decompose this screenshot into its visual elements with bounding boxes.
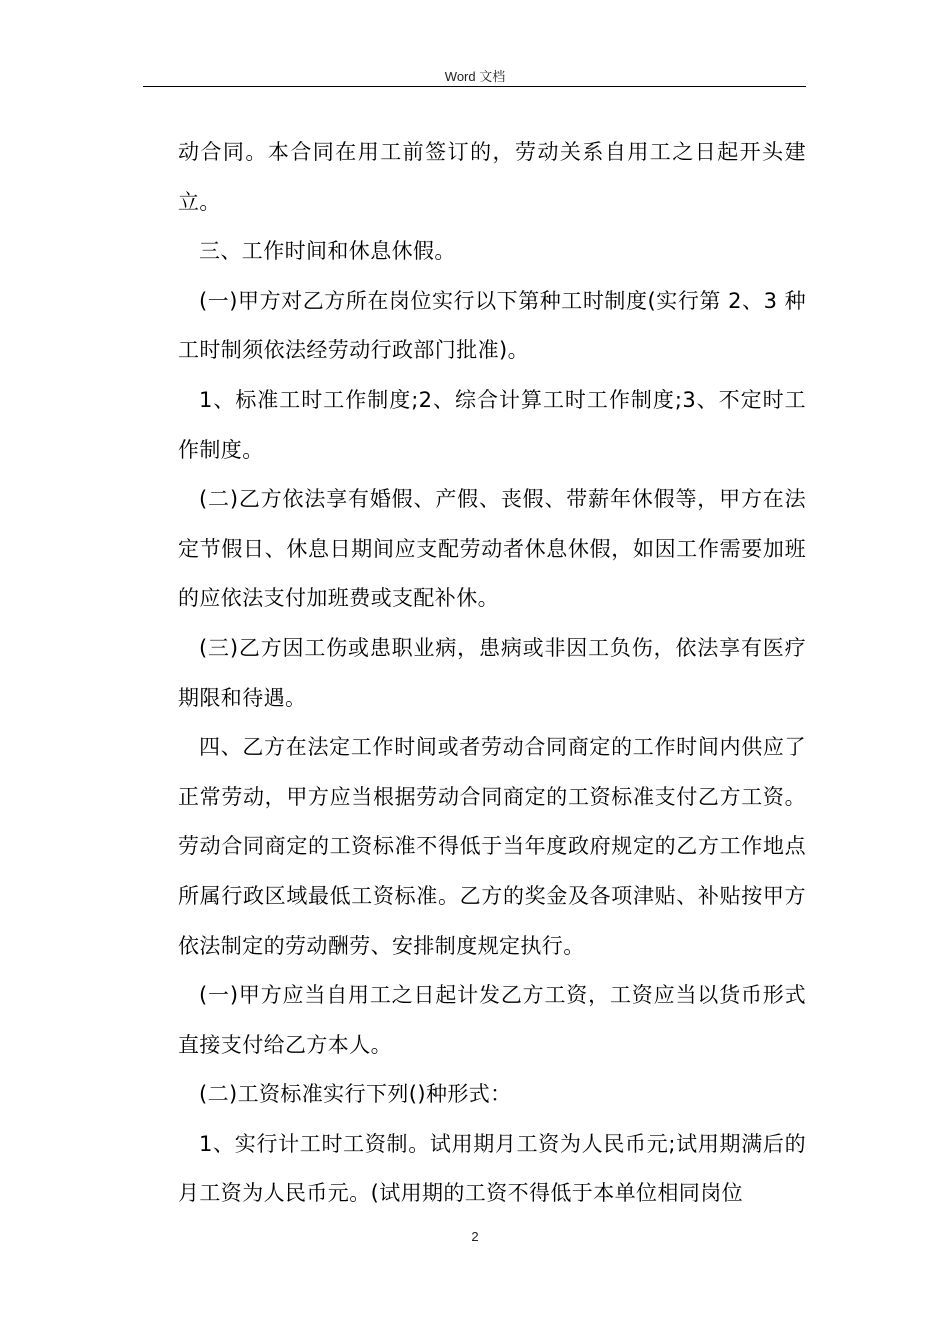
header-divider [143, 86, 806, 87]
page-header: Word 文档 [444, 69, 506, 84]
paragraph: (三)乙方因工伤或患职业病，患病或非因工负伤，依法享有医疗期限和待遇。 [178, 635, 806, 710]
paragraph: (一)甲方对乙方所在岗位实行以下第种工时制度(实行第 2、3 种工时制须依法经劳动行政部门批准)。 [178, 288, 806, 363]
paragraph: (二)乙方依法享有婚假、产假、丧假、带薪年休假等，甲方在法定节假日、休息日期间应支配劳动者休息休假，如因工作需要加班的应依法支付加班费或支配补休。 [178, 487, 806, 611]
paragraph: 1、标准工时工作制度;2、综合计算工时工作制度;3、不定时工作制度。 [178, 387, 806, 462]
paragraph: (一)甲方应当自用工之日起计发乙方工资，工资应当以货币形式直接支付给乙方本人。 [178, 983, 806, 1057]
paragraph: 1、实行计工时工资制。试用期月工资为人民币元;试用期满后的月工资为人民币元。(试用期的工资不得低于本单位相同岗位 [178, 1131, 806, 1206]
paragraph: 动合同。本合同在用工前签订的，劳动关系自用工之日起开头建立。 [178, 140, 806, 214]
paragraph: (二)工资标准实行下列()种形式： [199, 1082, 512, 1107]
document-body [178, 128, 806, 1219]
paragraph: 三、工作时间和休息休假。 [199, 239, 456, 264]
paragraph: 四、乙方在法定工作时间或者劳动合同商定的工作时间内供应了正常劳动，甲方应当根据劳动合同商定的工资标准支付乙方工资。劳动合同商定的工资标准不得低于当年度政府规定的乙方工作地点所属行政区域最低工资标准。乙方的奖金及各项津贴、补贴按甲方依法制定的劳动酬劳、安排制度规定执行。 [178, 735, 806, 958]
page-number: 2 [471, 1229, 479, 1244]
